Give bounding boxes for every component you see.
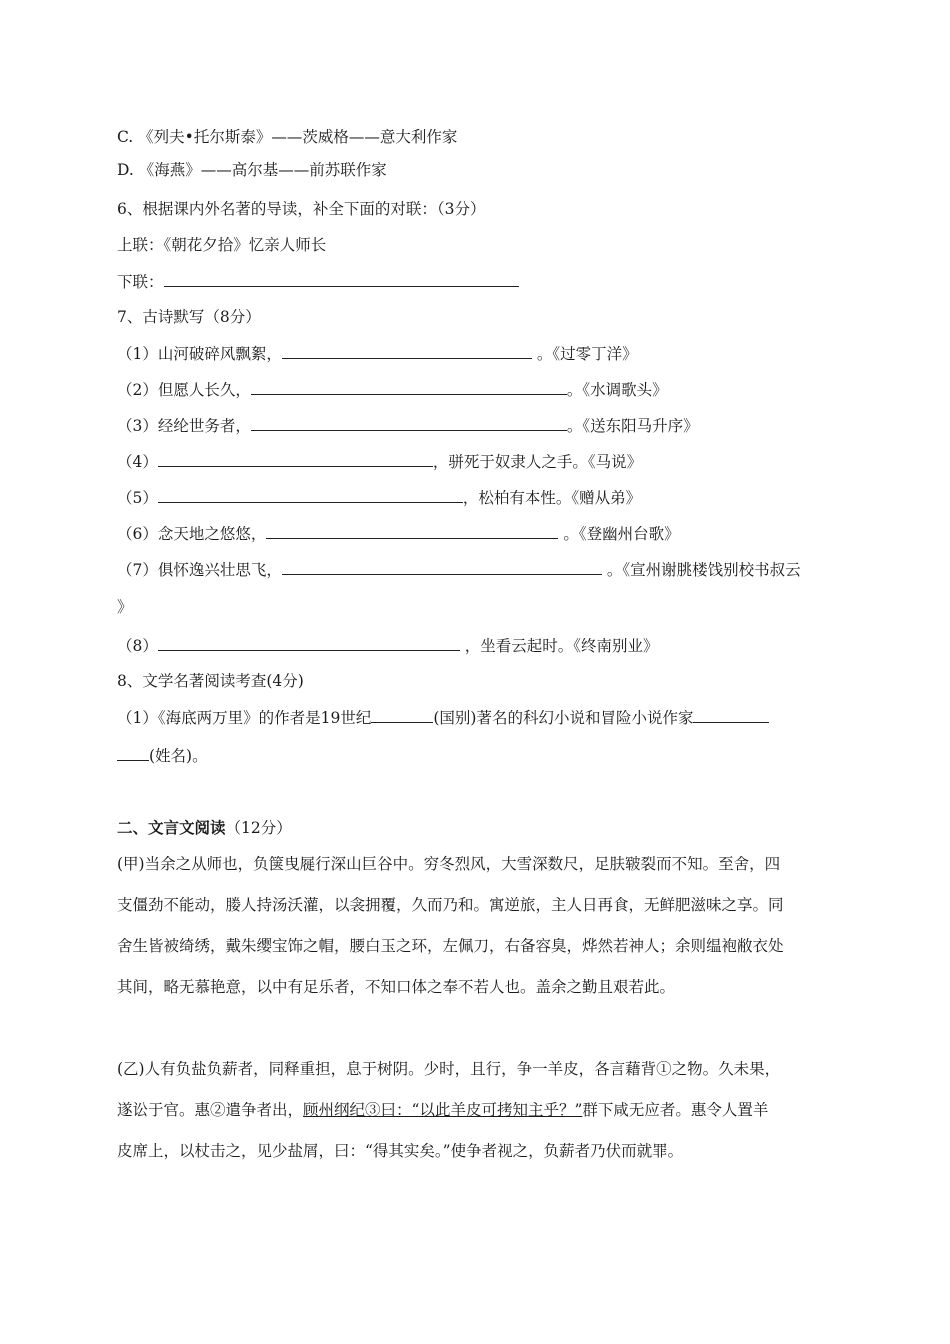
answer-blank[interactable] bbox=[164, 270, 519, 287]
answer-blank[interactable] bbox=[282, 558, 602, 575]
answer-blank[interactable] bbox=[117, 744, 149, 761]
q7-item-3: （3）经纶世务者， 。《送东阳马升序》 bbox=[117, 414, 699, 437]
passage-yi-line: 皮席上，以杖击之，见少盐屑，曰：“得其实矣。”使争者视之，负薪者乃伏而就罪。 bbox=[117, 1142, 684, 1160]
answer-blank[interactable] bbox=[251, 414, 567, 431]
option-c: C. 《列夫•托尔斯泰》——茨威格——意大利作家 bbox=[117, 128, 458, 146]
section-2-heading: 二、文言文阅读（12分） bbox=[117, 818, 292, 837]
answer-blank[interactable] bbox=[282, 342, 532, 359]
answer-blank[interactable] bbox=[158, 486, 463, 503]
passage-yi-line: (乙)人有负盐负薪者，同释重担，息于树阴。少时，且行，争一羊皮，各言藉背①之物。久未果， bbox=[117, 1060, 781, 1078]
q6-lower-couplet: 下联： bbox=[117, 270, 519, 293]
q7-item-1: （1）山河破碎风飘絮， 。《过零丁洋》 bbox=[117, 342, 638, 365]
q7-item-7: （7）俱怀逸兴壮思飞， 。《宣州谢朓楼饯别校书叔云 bbox=[117, 558, 801, 581]
q7-item-2: （2）但愿人长久， 。《水调歌头》 bbox=[117, 378, 668, 401]
q8-title: 8、文学名著阅读考查(4分) bbox=[117, 672, 304, 690]
underlined-sentence: 顾州纲纪③曰：“以此羊皮可拷知主乎？” bbox=[303, 1101, 583, 1119]
q8-item-1-wrap: (姓名)。 bbox=[117, 744, 208, 767]
answer-blank[interactable] bbox=[251, 378, 567, 395]
answer-blank[interactable] bbox=[266, 522, 558, 539]
q8-item-1: （1）《海底两万里》的作者是19世纪 (国别)著名的科幻小说和冒险小说作家 bbox=[117, 706, 769, 729]
q6-upper-couplet: 上联：《朝花夕拾》忆亲人师长 bbox=[117, 236, 327, 254]
q7-item-6: （6）念天地之悠悠， 。《登幽州台歌》 bbox=[117, 522, 680, 545]
answer-blank[interactable] bbox=[371, 706, 433, 723]
answer-blank[interactable] bbox=[158, 634, 460, 651]
passage-yi-line: 遂讼于官。惠②遣争者出，顾州纲纪③曰：“以此羊皮可拷知主乎？”群下咸无应者。惠令人置羊 bbox=[117, 1101, 769, 1119]
passage-jia-line: 支僵劲不能动，媵人持汤沃灌，以衾拥覆，久而乃和。寓逆旅，主人日再食，无鲜肥滋味之享。同 bbox=[117, 896, 784, 914]
q7-item-4: （4） ，骈死于奴隶人之手。《马说》 bbox=[117, 450, 642, 473]
q7-item-8: （8） ，坐看云起时。《终南别业》 bbox=[117, 634, 659, 657]
q7-item-5: （5） ，松柏有本性。《赠从弟》 bbox=[117, 486, 641, 509]
passage-jia-line: 舍生皆被绮绣，戴朱缨宝饰之帽，腰白玉之环，左佩刀，右备容臭，烨然若神人；余则缊袍敝衣处 bbox=[117, 937, 784, 955]
passage-jia-line: (甲)当余之从师也，负箧曳屣行深山巨谷中。穷冬烈风，大雪深数尺，足肤皲裂而不知。至舍，四 bbox=[117, 855, 781, 873]
answer-blank[interactable] bbox=[693, 706, 769, 723]
q6-title: 6、根据课内外名著的导读，补全下面的对联：（3分） bbox=[117, 200, 486, 218]
answer-blank[interactable] bbox=[158, 450, 433, 467]
option-d: D. 《海燕》——高尔基——前苏联作家 bbox=[117, 161, 387, 179]
passage-jia-line: 其间，略无慕艳意，以中有足乐者，不知口体之奉不若人也。盖余之勤且艰若此。 bbox=[117, 978, 676, 996]
q7-item-7-wrap: 》 bbox=[117, 598, 133, 616]
q7-title: 7、古诗默写（8分） bbox=[117, 308, 261, 326]
